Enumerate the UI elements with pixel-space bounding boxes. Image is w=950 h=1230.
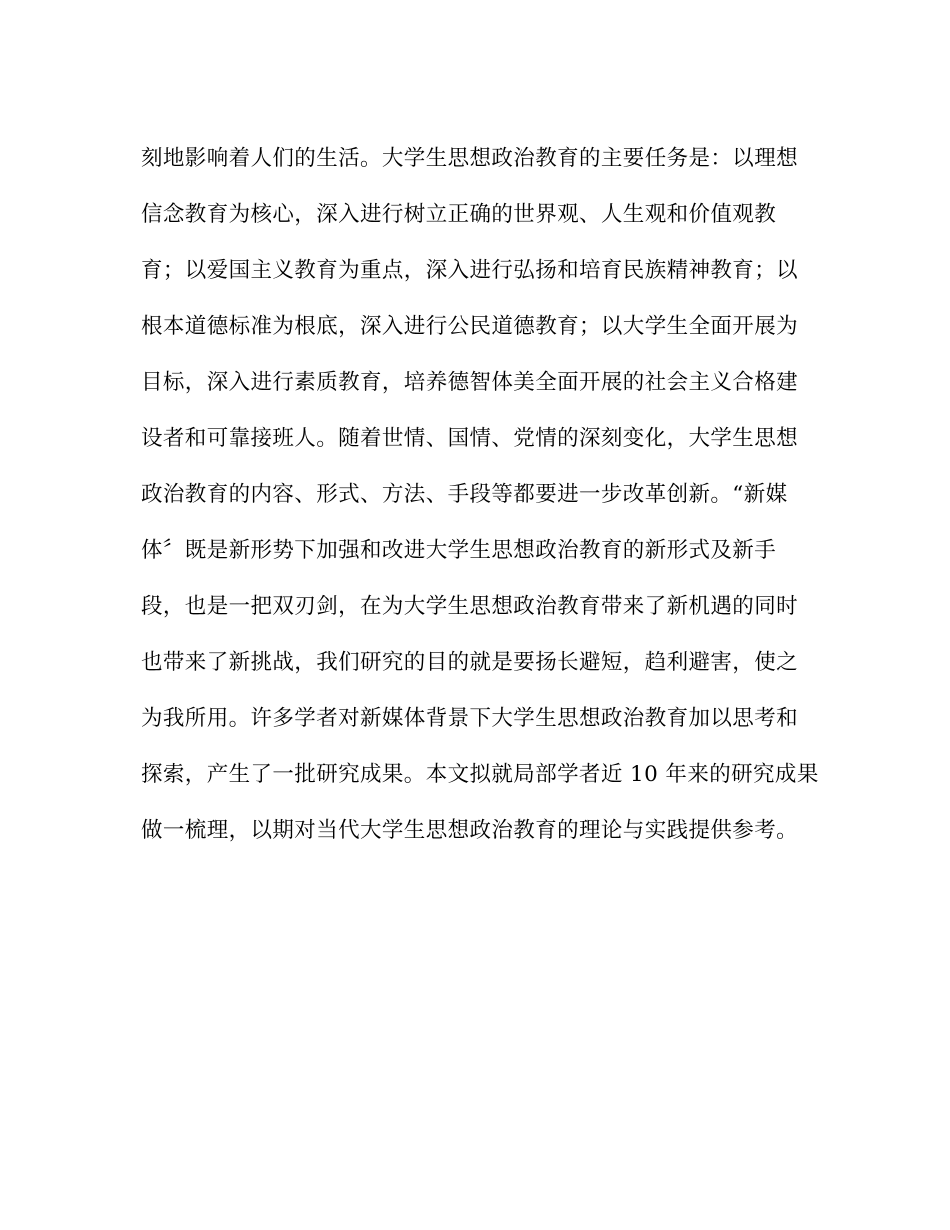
text-line-11: 为我所用。许多学者对新媒体背景下大学生思想政治教育加以思考和 (141, 706, 799, 731)
text-line-10: 也带来了新挑战，我们研究的目的就是要扬长避短，趋利避害，使之 (141, 650, 799, 675)
text-line-1: 刻地影响着人们的生活。大学生思想政治教育的主要任务是：以理想 (141, 146, 799, 171)
text-line-9: 段，也是一把双刃剑，在为大学生思想政治教育带来了新机遇的同时 (141, 594, 799, 619)
text-line-3: 育；以爱国主义教育为重点，深入进行弘扬和培育民族精神教育；以 (141, 258, 799, 283)
text-line-8: 体〞既是新形势下加强和改进大学生思想政治教育的新形式及新手 (141, 538, 777, 563)
text-line-4: 根本道德标准为根底，深入进行公民道德教育；以大学生全面开展为 (141, 314, 799, 339)
text-line-12: 探索，产生了一批研究成果。本文拟就局部学者近 10 年来的研究成果 (141, 762, 819, 787)
body-paragraph (141, 131, 821, 859)
text-line-5: 目标，深入进行素质教育，培养德智体美全面开展的社会主义合格建 (141, 370, 799, 395)
text-line-6: 设者和可靠接班人。随着世情、国情、党情的深刻变化，大学生思想 (141, 426, 799, 451)
text-line-2: 信念教育为核心，深入进行树立正确的世界观、人生观和价值观教 (141, 202, 777, 227)
text-line-7: 政治教育的内容、形式、方法、手段等都要进一步改革创新。“新媒 (141, 482, 788, 507)
text-line-13: 做一梳理，以期对当代大学生思想政治教育的理论与实践提供参考。 (141, 818, 799, 843)
